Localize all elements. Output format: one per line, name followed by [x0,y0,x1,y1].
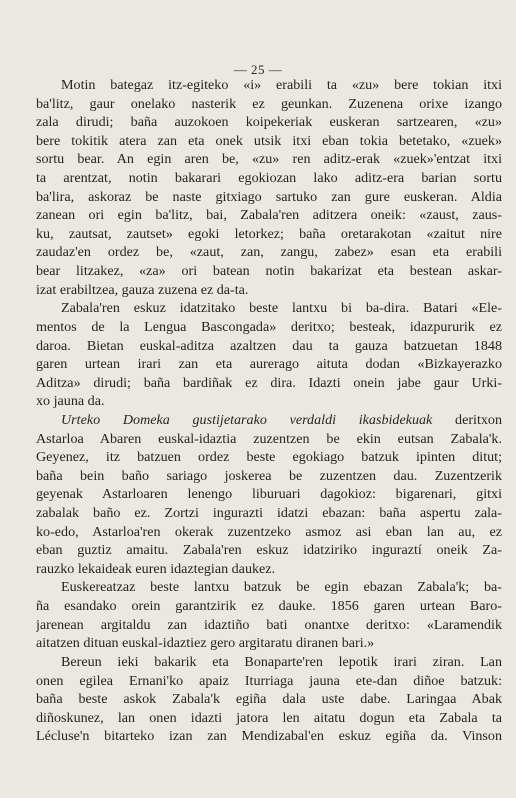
text-line: eban guztiz amaitu. Zabala'ren eskuz idatziriko inguraztí oneik Za- [36,542,502,559]
text-line: Lécluse'n bitarteko izan zan Mendizabal'en eskuz egiña da. Vinson [36,728,502,745]
page-number: — 25 — [233,62,283,77]
text-line: ña esandako orein garantzirik ez dauke. 1856 garen urtean Baro- [36,598,502,615]
text-line: Zabala'ren eskuz idatzitako beste lantxu bi ba-dira. Batari «Ele- [61,300,502,317]
text-line: zabalak baño ez. Zortzi ingurazti idatzi ebazan: baña aspertu zala- [36,505,502,522]
text-line: daroa. Bietan euskal-aditza azaltzen dau ta gauza batzuetan 1848 [36,337,502,354]
text-line [36,411,502,430]
text-line: jarenean argitaldu zan idaztiño bati onantxe deritxo: «Laramendik [36,616,502,633]
text-line: zala dirudi; baña auzokoen koipekeriak euskeran sartzearen, «zu» [36,114,502,131]
text-line: Aditza» dirudi; baña bardiñak ez dira. Idazti onein jabe gaur Urki- [36,374,502,391]
text-line: garen urtean irari zan eta aurerago aituta dodan «Bizkayerazko [36,356,502,373]
text-line: sortu bear. An egin aren be, «zu» ren aditz-erak «zuek»'entzat itxi [36,151,502,168]
text-line: rauzko lekaideak euren idaztegian daukez. [36,560,276,577]
text-line: diñoskunez, lan onen idazti jatora len aitatu dogun eta Zabala ta [36,709,502,726]
text-line: aitatzen dituan euskal-idaztiez gero argitaratu diranen bari.» [36,635,375,652]
text-line: Euskereatzaz beste lantxu batzuk be egin ebazan Zabala'k; ba- [61,579,502,596]
text-line: onen egilea Ernani'ko apaiz Iturriaga jauna ete-dan diñoe batzuk: [36,672,502,689]
text-line: Motin bategaz itz-egiteko «i» erabili ta «zu» bere tokian itxi [61,77,502,93]
line-text: deritxon [455,411,502,428]
text-line: mentos de la Lengua Bascongada» deritxo; besteak, idazpururik ez [36,318,502,335]
text-line: Geyenez, itz batzuen ordez beste egokiago batzuk ipinten ditut; [36,449,502,466]
text-line: zanean ori egin ba'litz, bai, Zabala'ren aditzera oneik: «zaust, zaus- [36,207,502,224]
text-line: ba'lira, askoraz be naste gitxiago sartuko zan gure euskeran. Aldia [36,188,502,205]
text-line: zaudaz'en ordez be, «zaut, zan, zangu, zabez» esan eta erabili [36,244,502,261]
text-line: baña beste askok Zabala'k egiña dala uste dabe. Laringaa Abak [36,691,502,708]
text-line: izat erabiltzea, gauza zuzena ez da-ta. [36,281,249,298]
italic-title: Urteko Domeka gustijetarako verdaldi ikasbidekuak [61,411,433,428]
text-line: bere tokitik atera zan eta onek utsik itxi eban tokia betetako, «zuek» [36,132,502,149]
text-line: baña bein baño sariago joskerea be zuzentzen dau. Zuzentzerik [36,467,502,484]
text-line: ko-edo, Astarloa'ren okerak zuzentzeko asmoz asi eban lan au, ez [36,523,502,540]
text-line: geyenak Astarloaren lenengo liburuari dagokioz: bigarenari, gitxi [36,486,502,503]
text-line: ku, zautsat, zautset» egoki letorkez; baña oretarakotan «zaitut nire [36,225,502,242]
text-line: ta arentzat, notin bakarari egokiozan lako aditz-era barian sortu [36,170,502,187]
body-text [36,76,502,746]
text-line: bear litzakez, «za» ori batean notin bakarizat eta bestean askar- [36,263,502,280]
text-line: Astarloa Abaren euskal-idaztia zuzentzen be ekin eutsan Zabala'k. [36,430,502,447]
text-line: ba'litz, gaur onelako nasterik ez geunkan. Zuzenena orixe izango [36,95,502,112]
text-line: xo jauna da. [36,393,105,410]
text-line: Bereun ieki bakarik eta Bonaparte'ren lepotik irari ziran. Lan [61,653,502,670]
